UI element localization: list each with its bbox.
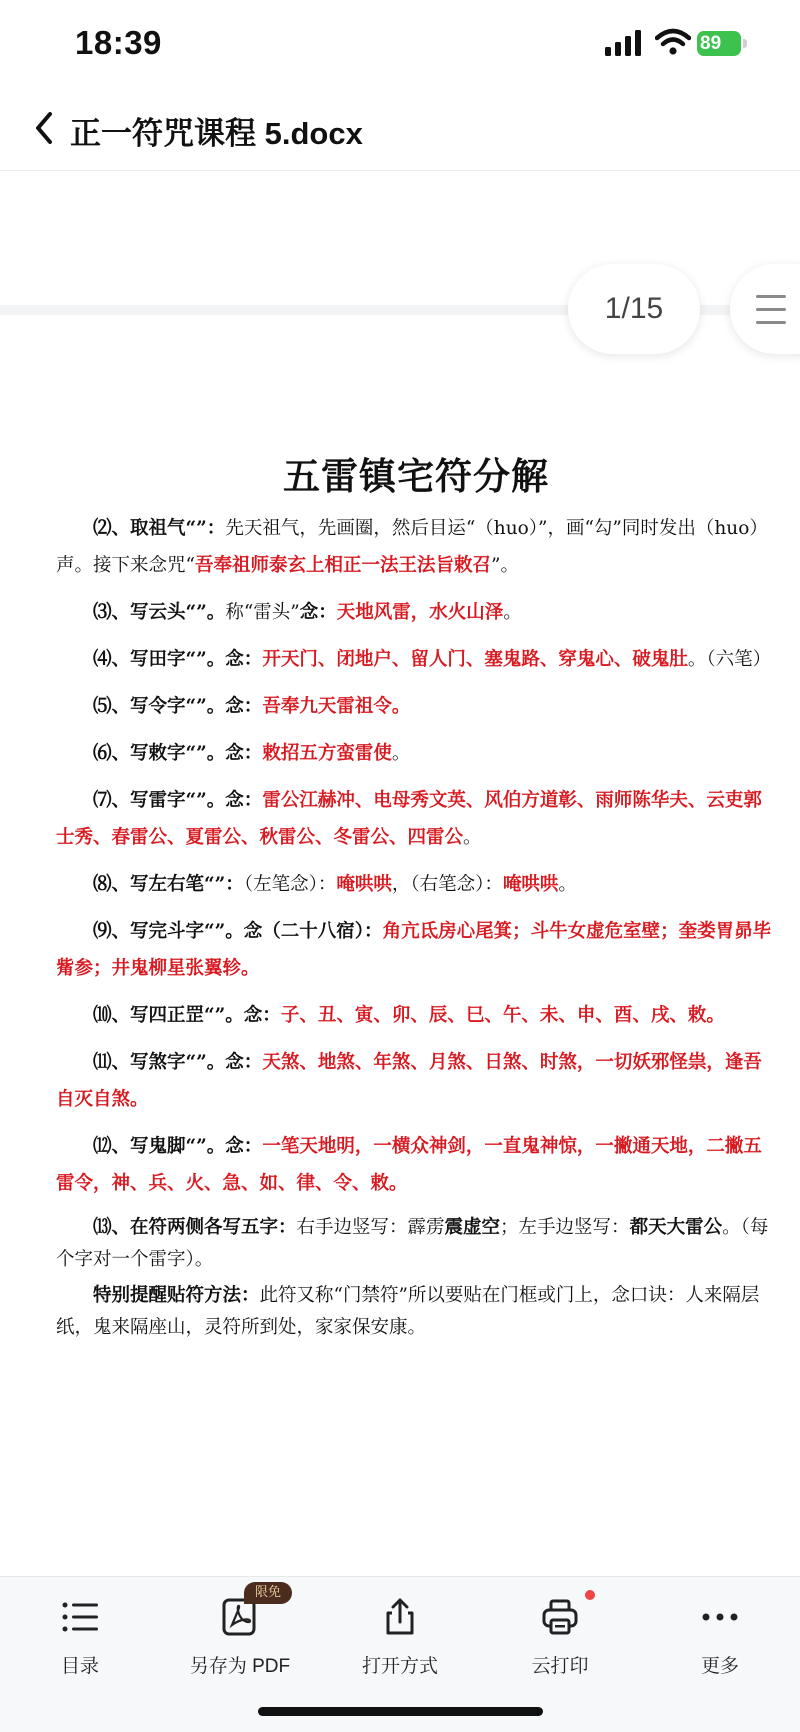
- page-indicator[interactable]: 1/15: [568, 264, 700, 354]
- battery-level: 89: [697, 31, 741, 56]
- step-2: ⑵、取祖气“”：先天祖气，先画圈，然后目运“（huo）”，画“勾”同时发出（huo）声。接下来念咒“吾奉祖师泰玄上相正一法王法旨敕召”。: [56, 518, 768, 576]
- step-6: ⑹、写敕字“”。念：敕招五方蛮雷使。: [93, 743, 411, 764]
- step-5: ⑸、写令字“”。念：吾奉九天雷祖令。: [93, 696, 411, 717]
- more-icon: [700, 1597, 740, 1637]
- document-page: [56, 450, 776, 1354]
- step-12: ⑿、写鬼脚“”。念：一笔天地明，一横众神剑，一直鬼神惊，一撇通天地，二撇五雷令，神、兵、火、急、如、律、令、敕。: [56, 1136, 762, 1194]
- doc-heading: 五雷镇宅符分解: [283, 454, 549, 498]
- step-3: ⑶、写云头“”。称“雷头”念：天地风雷，水火山泽。: [93, 602, 522, 623]
- special-reminder: 特别提醒贴符方法：此符又称“门禁符”所以要贴在门框或门上，念口诀：人来隔层纸，鬼来隔座山，灵符所到处，家家保安康。: [56, 1285, 760, 1338]
- status-time: 18:39: [75, 24, 162, 61]
- toolbar-open-with-button[interactable]: 打开方式: [320, 1589, 480, 1689]
- home-indicator: [258, 1707, 543, 1716]
- step-10: ⑽、写四正罡“”。念：子、丑、寅、卯、辰、巳、午、未、申、酉、戌、敕。: [93, 1005, 725, 1026]
- battery-icon: [697, 31, 747, 56]
- free-limited-badge: 限免: [244, 1582, 292, 1604]
- toolbar-more-button[interactable]: 更多: [640, 1589, 800, 1689]
- share-icon: [380, 1597, 420, 1637]
- cellular-signal-icon: [605, 30, 645, 56]
- menu-icon: [756, 295, 786, 298]
- list-icon: [60, 1597, 100, 1637]
- toolbar-contents-button[interactable]: 目录: [0, 1589, 160, 1689]
- wifi-icon: [655, 28, 691, 56]
- status-bar: [0, 0, 800, 90]
- printer-icon: [540, 1597, 580, 1637]
- step-4: ⑷、写田字“”。念：开天门、闭地户、留人门、塞鬼路、穿鬼心、破鬼肚。（六笔）: [93, 649, 772, 670]
- step-11: ⑾、写煞字“”。念：天煞、地煞、年煞、月煞、日煞、时煞，一切妖邪怪祟，逢吾自灭自煞。: [56, 1052, 762, 1110]
- step-7: ⑺、写雷字“”。念：雷公江赫冲、电母秀文英、风伯方道彰、雨师陈华夫、云吏郭士秀、春雷公、夏雷公、秋雷公、冬雷公、四雷公。: [56, 790, 762, 848]
- toolbar-cloud-print-button[interactable]: 云打印: [480, 1589, 640, 1689]
- nav-bar: [0, 90, 800, 171]
- notification-dot: [585, 1590, 595, 1600]
- toolbar-save-pdf-button[interactable]: 另存为 PDF: [160, 1589, 320, 1689]
- outline-menu-button[interactable]: [730, 264, 800, 354]
- back-chevron-icon[interactable]: [28, 108, 62, 148]
- step-9: ⑼、写完斗字“”。念（二十八宿）：角亢氐房心尾箕；斗牛女虚危室壁；奎娄胃昴毕觜参；井鬼柳星张翼轸。: [56, 921, 772, 979]
- step-13: ⒀、在符两侧各写五字：右手边竖写：霹雳震虚空；左手边竖写：都天大雷公。（每个字对一个雷字）。: [56, 1217, 769, 1270]
- step-8: ⑻、写左右笔“”：（左笔念）：唵哄哄，（右笔念）：唵哄哄。: [93, 874, 577, 895]
- document-title: 正一符咒课程 5.docx: [70, 116, 363, 151]
